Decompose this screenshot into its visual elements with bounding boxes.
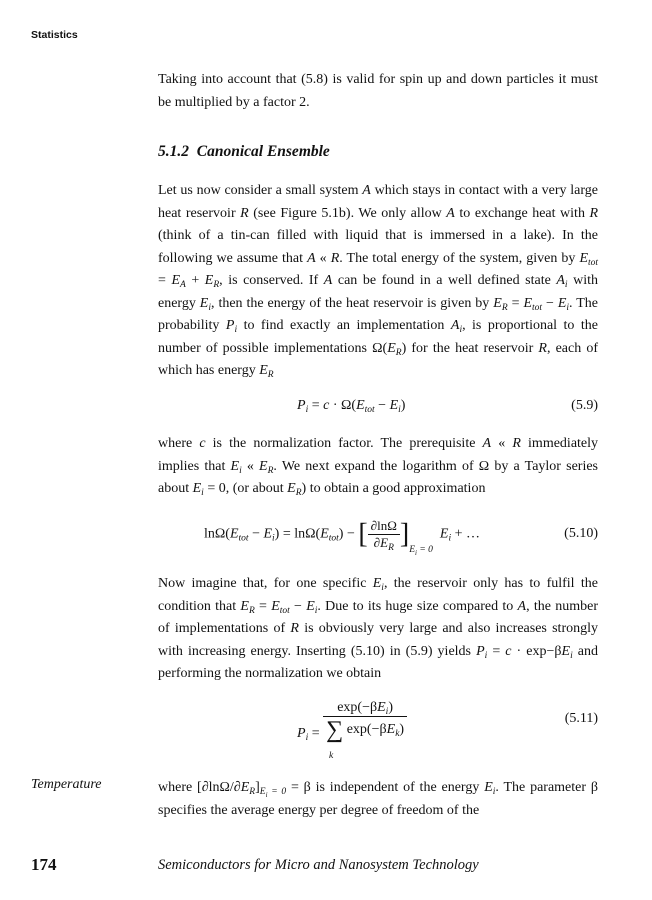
margin-note: Temperature (31, 777, 102, 792)
equation-5-9: $P_i = c \cdot \Omega(E_{tot} - E_i)$ (297, 398, 406, 415)
equation-number-5-10: (5.10) (564, 526, 598, 541)
paragraph-taylor: where c is the normalization factor. The prerequisite A « R immediately implies that $E_i$ « $E_R$. We next expand the logarithm of Ω by a Taylor series about $E_i = 0$, (or about $E_R$) to obtain a good approximation (158, 436, 599, 498)
running-head: Statistics (31, 29, 78, 41)
paragraph-canonical-intro: Let us now consider a small system A which stays in contact with a very large heat reservoir R (see Figure 5.1b). We only allow A to exchange heat with R (think of a tin-can filled with liquid that is immersed in a lake). In the following we assume that A « R. The total energy of the system, given by $E_{tot} = E_A + E_R$, is conserved. If A can be found in a well defined state $A_i$ with energy $E_i$, then the energy of the heat reservoir is given by $E_R = E_{tot} - E_i$. The probability $P_i$ to find exactly an implementation $A_i$, is proportional to the number of possible implementations $\Omega(E_R)$ for the heat reservoir R, each of which has energy $E_R$ (158, 183, 599, 380)
page-number: 174 (31, 855, 57, 874)
equation-5-10: $\ln\Omega(E_{tot} - E_i) = \ln\Omega(E_{tot})$ − [ $\frac{\partial\ln\Omega}{\partial E_R}$ ]$_{E_i = 0}$ $E_i$ + … (204, 518, 480, 557)
book-title: Semiconductors for Micro and Nanosystem Technology (158, 857, 479, 873)
paragraph-implementations: Now imagine that, for one specific $E_i$, the reservoir only has to fulfil the condition that $E_R = E_{tot} - E_i$. Due to its huge size compared to A, the number of implementations of R is obviously very large and also increases strongly with increasing energy. Inserting (5.10) in (5.9) yields $P_i = c \cdot \exp-\beta E_i$ and performing the normalization we obtain (158, 576, 598, 681)
intro-paragraph: Taking into account that (5.8) is valid for spin up and down particles it must be multiplied by a factor 2. (158, 72, 598, 110)
equation-number-5-11: (5.11) (564, 711, 598, 726)
section-heading: 5.1.2 Canonical Ensemble (158, 143, 330, 160)
paragraph-temperature: where $[\partial\ln\Omega/\partial E_R]_{E_i = 0} = \beta$ is independent of the energy $E_i$. The parameter β specifies the average energy per degree of freedom of the (158, 780, 598, 818)
equation-number-5-9: (5.9) (571, 398, 598, 413)
equation-5-11: $P_i$ = $\exp(-\beta E_i)$ ∑ $\exp(-\beta E_k)$ $_k$ (297, 700, 407, 760)
